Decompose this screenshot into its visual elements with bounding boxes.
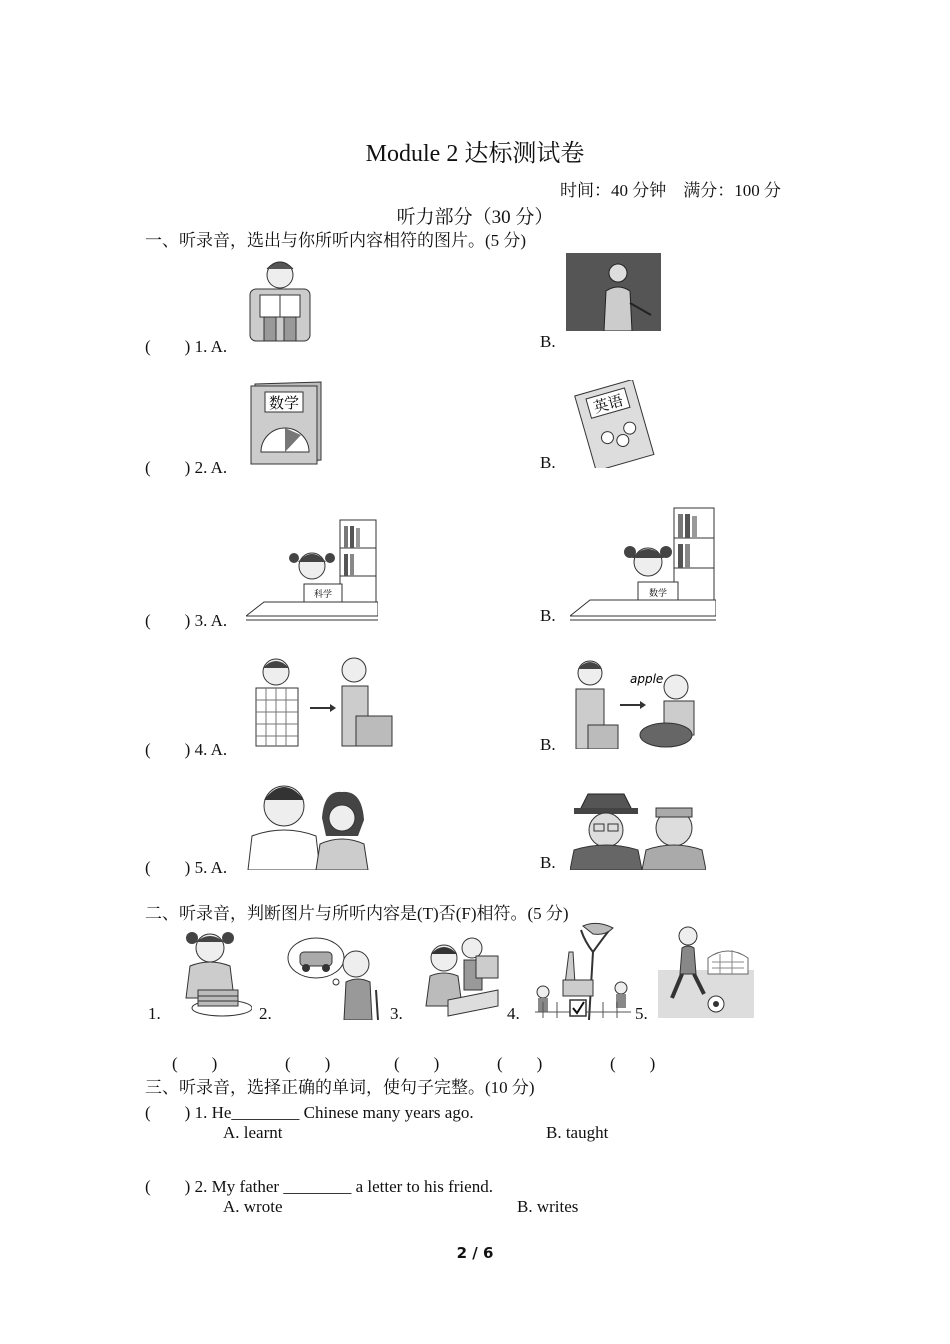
s1-q4-b-label: B. bbox=[540, 735, 556, 754]
s2-pic1-girl-eating-cake bbox=[172, 928, 252, 1020]
s1-q4-a-label: ( ) 4. A. bbox=[145, 740, 228, 759]
s1-q5-a-label: ( ) 5. A. bbox=[145, 858, 228, 877]
s2-pic5-boy-football bbox=[658, 922, 754, 1018]
s1-q5-b-label: B. bbox=[540, 853, 556, 872]
s2-label-4: 4. bbox=[507, 1004, 520, 1023]
s2-answer-2[interactable]: ( ) bbox=[285, 1054, 331, 1073]
s1-q1-b-image bbox=[566, 253, 661, 331]
s1-q5-a-young-couple bbox=[246, 778, 370, 870]
s2-label-2: 2. bbox=[259, 1004, 272, 1023]
s2-label-5: 5. bbox=[635, 1004, 648, 1023]
s1-q1-b-label: B. bbox=[540, 332, 556, 351]
math-book-small-title: 数学 bbox=[648, 589, 668, 599]
s3-q2-option-a[interactable]: A. wrote bbox=[223, 1197, 283, 1216]
section3-heading: 三、听录音，选择正确的单词，使句子完整。(10 分) bbox=[145, 1078, 535, 1097]
s1-q2-b-english-book bbox=[572, 380, 658, 468]
s3-q2-stem: ( ) 2. My father ________ a letter to his friend. bbox=[145, 1177, 493, 1196]
s3-q1-option-a[interactable]: A. learnt bbox=[223, 1123, 283, 1142]
page-number: 2 / 6 bbox=[456, 1244, 494, 1262]
s1-q3-b-label: B. bbox=[540, 606, 556, 625]
s3-q1-stem: ( ) 1. He________ Chinese many years ago. bbox=[145, 1103, 474, 1122]
s2-answer-5[interactable]: ( ) bbox=[610, 1054, 656, 1073]
s1-q2-a-math-book bbox=[249, 380, 323, 466]
s2-answer-1[interactable]: ( ) bbox=[172, 1054, 218, 1073]
s1-q2-b-label: B. bbox=[540, 453, 556, 472]
math-book-title: 数学 bbox=[268, 394, 300, 412]
s2-label-3: 3. bbox=[390, 1004, 403, 1023]
s1-q5-b-grandparents bbox=[570, 788, 706, 870]
s2-pic2-grandpa-driving-dream bbox=[286, 936, 384, 1020]
s1-q3-a-girl-science bbox=[246, 518, 378, 622]
english-book-title: 英语 bbox=[591, 391, 626, 417]
page-title: Module 2 达标测试卷 bbox=[365, 141, 585, 167]
listening-header: 听力部分（30 分） bbox=[396, 207, 554, 228]
s1-q4-b-teacher-to-grandpa bbox=[570, 655, 708, 749]
s2-answer-4[interactable]: ( ) bbox=[497, 1054, 543, 1073]
s2-pic4-zoo-giraffe bbox=[533, 922, 633, 1020]
s1-q4-a-student-to-teacher bbox=[248, 650, 394, 750]
section2-heading: 二、听录音，判断图片与所听内容是(T)否(F)相符。(5 分) bbox=[145, 904, 569, 923]
s2-label-1: 1. bbox=[148, 1004, 161, 1023]
exam-meta: 时间：40 分钟 满分：100 分 bbox=[560, 181, 781, 200]
s2-pic3-boys-computer bbox=[418, 936, 500, 1020]
s1-q3-a-label: ( ) 3. A. bbox=[145, 611, 228, 630]
s1-q1-a-image bbox=[246, 253, 314, 345]
apple-word: apple bbox=[630, 672, 664, 686]
science-book-title: 科学 bbox=[313, 590, 333, 600]
s1-q3-b-girl-math bbox=[570, 506, 716, 622]
s3-q1-option-b[interactable]: B. taught bbox=[546, 1123, 609, 1142]
s2-answer-3[interactable]: ( ) bbox=[394, 1054, 440, 1073]
s3-q2-option-b[interactable]: B. writes bbox=[517, 1197, 579, 1216]
section1-heading: 一、听录音，选出与你所听内容相符的图片。(5 分) bbox=[145, 231, 527, 250]
s1-q2-a-label: ( ) 2. A. bbox=[145, 458, 228, 477]
s1-q1-a-label: ( ) 1. A. bbox=[145, 337, 228, 356]
